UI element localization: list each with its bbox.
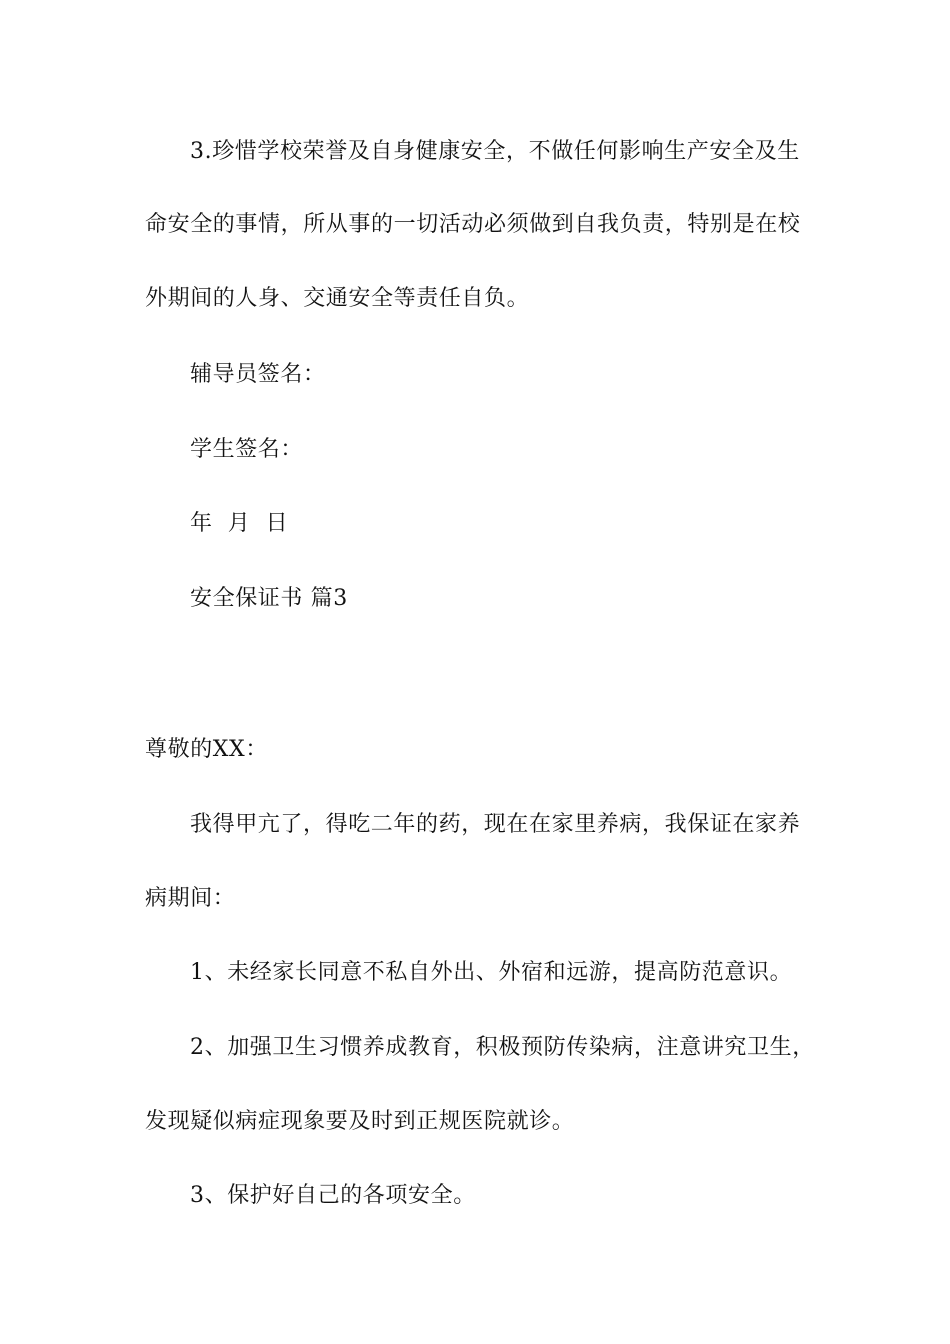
date-line: 年 月 日 bbox=[190, 511, 289, 536]
paragraph-line: 病期间： bbox=[145, 886, 236, 911]
list-item: 3、保护好自己的各项安全。 bbox=[190, 1183, 476, 1208]
student-signature-label: 学生签名： bbox=[190, 437, 304, 462]
paragraph-line: 我得甲亢了，得吃二年的药，现在在家里养病，我保证在家养 bbox=[190, 812, 801, 837]
paragraph-line: 外期间的人身、交通安全等责任自负。 bbox=[145, 286, 530, 311]
list-item: 1、未经家长同意不私自外出、外宿和远游，提高防范意识。 bbox=[190, 960, 793, 985]
paragraph-line: 发现疑似病症现象要及时到正规医院就诊。 bbox=[145, 1109, 575, 1134]
salutation: 尊敬的XX： bbox=[145, 737, 268, 762]
section-title: 安全保证书 篇3 bbox=[190, 586, 348, 611]
list-item: 2、加强卫生习惯养成教育，积极预防传染病，注意讲究卫生， bbox=[190, 1035, 815, 1060]
paragraph-line: 命安全的事情，所从事的一切活动必须做到自我负责，特别是在校 bbox=[145, 212, 801, 237]
counselor-signature-label: 辅导员签名： bbox=[190, 362, 326, 387]
paragraph-line: 3.珍惜学校荣誉及自身健康安全，不做任何影响生产安全及生 bbox=[190, 139, 800, 164]
